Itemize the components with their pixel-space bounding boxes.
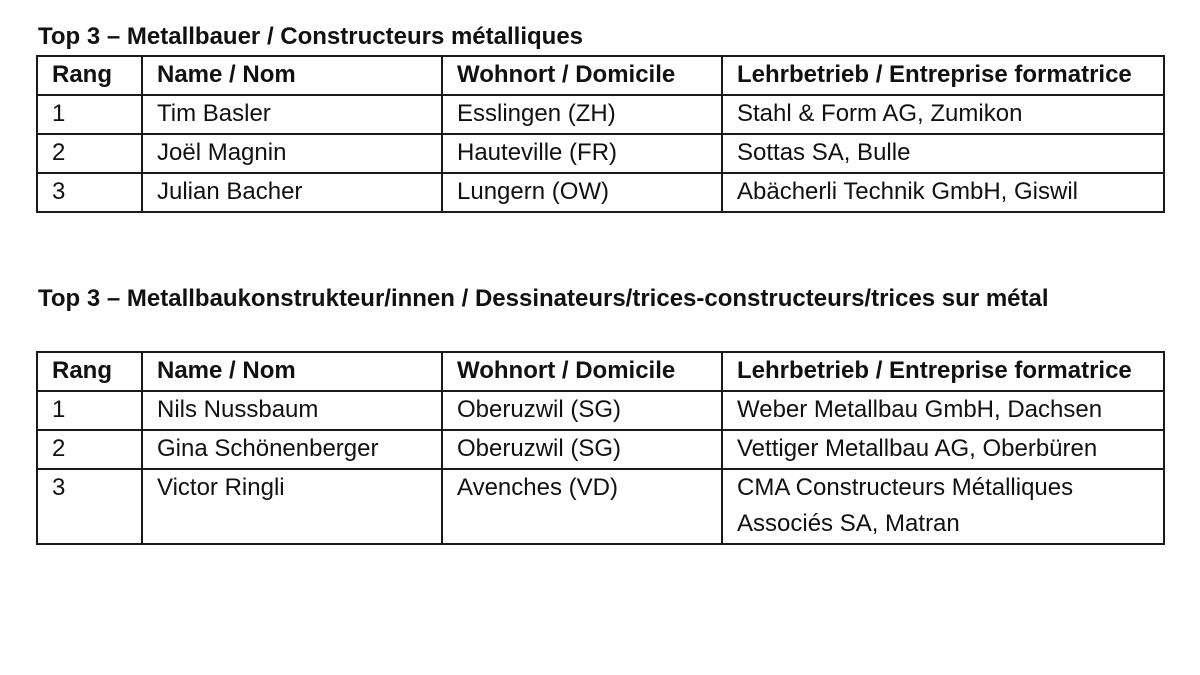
section-title-metallbaukonstrukteur: Top 3 – Metallbaukonstrukteur/innen / Dessinateurs/trices-constructeurs/trices sur métal (38, 285, 1049, 312)
cell-name: Julian Bacher (142, 173, 442, 212)
cell-name: Nils Nussbaum (142, 391, 442, 430)
table-header-row (37, 352, 1164, 391)
cell-domicile: Oberuzwil (SG) (442, 391, 722, 430)
header-rank: Rang (37, 352, 142, 391)
cell-rank: 2 (37, 134, 142, 173)
cell-company: Weber Metallbau GmbH, Dachsen (722, 391, 1164, 430)
cell-company: Vettiger Metallbau AG, Oberbüren (722, 430, 1164, 469)
cell-company: Sottas SA, Bulle (722, 134, 1164, 173)
ranking-table-metallbaukonstrukteur (36, 351, 1165, 545)
cell-name: Gina Schönenberger (142, 430, 442, 469)
cell-name: Tim Basler (142, 95, 442, 134)
cell-rank: 3 (37, 173, 142, 212)
table-row (37, 95, 1164, 134)
cell-domicile: Hauteville (FR) (442, 134, 722, 173)
header-rank: Rang (37, 56, 142, 95)
cell-company: Stahl & Form AG, Zumikon (722, 95, 1164, 134)
cell-domicile: Oberuzwil (SG) (442, 430, 722, 469)
header-company: Lehrbetrieb / Entreprise formatrice (722, 352, 1164, 391)
cell-company: Abächerli Technik GmbH, Giswil (722, 173, 1164, 212)
header-domicile: Wohnort / Domicile (442, 56, 722, 95)
cell-rank: 1 (37, 391, 142, 430)
cell-company: CMA Constructeurs Métalliques Associés SA, Matran (722, 469, 1164, 544)
cell-name: Joël Magnin (142, 134, 442, 173)
cell-domicile: Avenches (VD) (442, 469, 722, 544)
cell-rank: 2 (37, 430, 142, 469)
section-title-metallbauer: Top 3 – Metallbauer / Constructeurs métalliques (38, 23, 584, 50)
header-company: Lehrbetrieb / Entreprise formatrice (722, 56, 1164, 95)
table-header-row (37, 56, 1164, 95)
cell-name: Victor Ringli (142, 469, 442, 544)
table-row (37, 391, 1164, 430)
ranking-table-metallbauer (36, 55, 1165, 213)
table-row (37, 134, 1164, 173)
header-name: Name / Nom (142, 352, 442, 391)
table-row (37, 430, 1164, 469)
header-domicile: Wohnort / Domicile (442, 352, 722, 391)
table-row (37, 469, 1164, 544)
table-row (37, 173, 1164, 212)
cell-rank: 3 (37, 469, 142, 544)
cell-domicile: Lungern (OW) (442, 173, 722, 212)
cell-rank: 1 (37, 95, 142, 134)
cell-domicile: Esslingen (ZH) (442, 95, 722, 134)
header-name: Name / Nom (142, 56, 442, 95)
